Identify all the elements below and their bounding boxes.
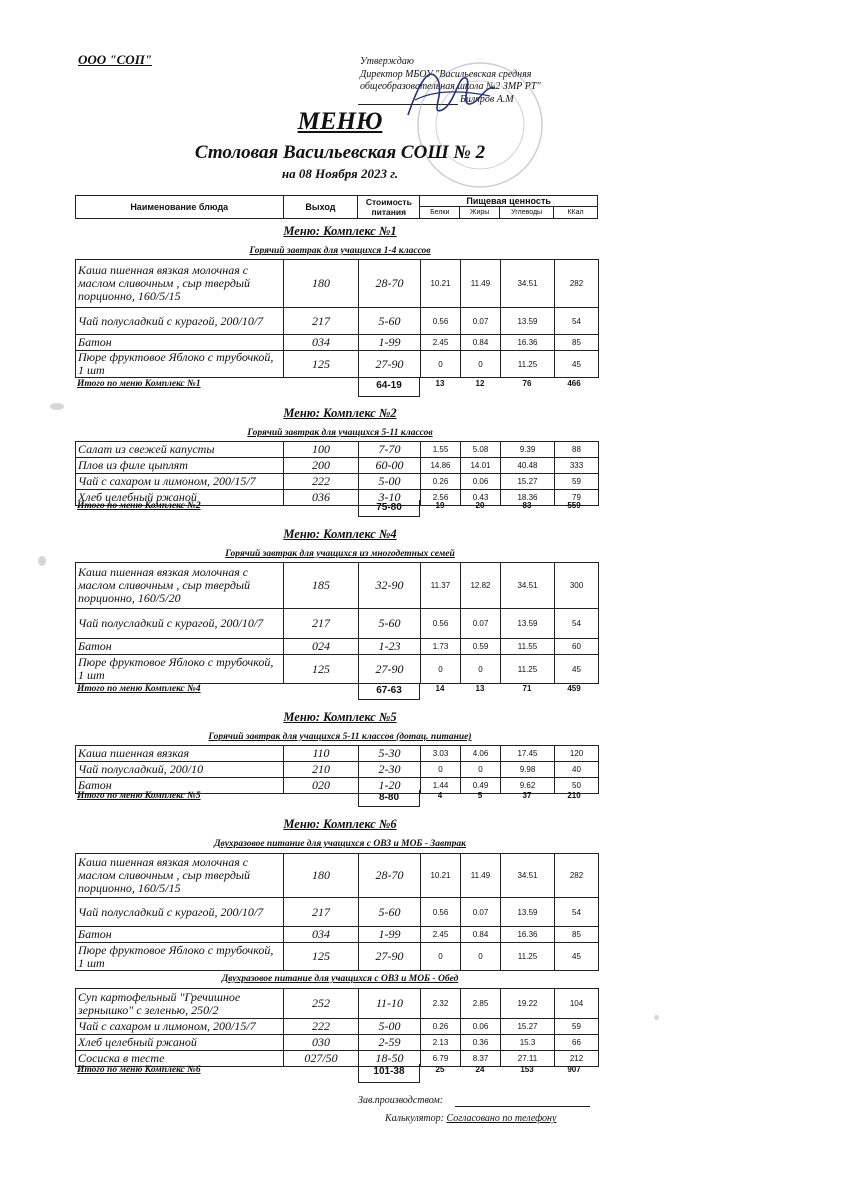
dish-carbs: 9.39 [501,442,555,458]
dish-cost: 5-60 [359,609,421,639]
table-row [76,639,599,655]
dish-kcal: 54 [555,898,599,927]
dish-kcal: 120 [555,746,599,762]
dish-proteins: 0.26 [421,1019,461,1035]
dish-carbs: 34.51 [501,854,555,898]
menu-date: на 08 Ноября 2023 г. [281,166,399,181]
dish-carbs: 9.62 [501,778,555,794]
dish-carbs: 13.59 [501,609,555,639]
dish-fats: 12.82 [461,563,501,609]
section-subtitle: Горячий завтрак для учащихся 1-4 классов [249,246,431,256]
dish-proteins: 2.13 [421,1035,461,1051]
total-carbs: 76 [522,379,532,388]
dish-name: Сосиска в тесте [76,1051,284,1067]
dish-name: Пюре фруктовое Яблоко с трубочкой, 1 шт [76,943,284,971]
dish-fats: 0.06 [461,474,501,490]
dish-cost: 2-30 [359,762,421,778]
column-carbs: Углеводы [500,207,554,219]
dish-output: 200 [284,458,359,474]
dish-output: 030 [284,1035,359,1051]
total-proteins: 19 [435,501,445,510]
total-kcal: 907 [567,1065,581,1074]
section-subtitle: Двухразовое питание для учащихся с ОВЗ и МОБ - Обед [221,974,459,984]
dish-kcal: 59 [555,1019,599,1035]
total-fats: 24 [475,1065,485,1074]
dish-name: Плов из филе цыплят [76,458,284,474]
dish-cost: 28-70 [359,260,421,308]
dish-fats: 0.84 [461,335,501,351]
dish-kcal: 54 [555,609,599,639]
dish-proteins: 10.21 [421,854,461,898]
dish-cost: 60-00 [359,458,421,474]
complex-total-row [75,379,598,395]
total-fats: 12 [475,379,485,388]
dish-fats: 0 [461,655,501,684]
dish-fats: 11.49 [461,854,501,898]
table-row [76,927,599,943]
dish-fats: 14.01 [461,458,501,474]
dish-proteins: 11.37 [421,563,461,609]
dish-carbs: 16.36 [501,927,555,943]
dish-proteins: 0.56 [421,609,461,639]
dish-proteins: 0 [421,943,461,971]
dish-kcal: 40 [555,762,599,778]
dish-output: 217 [284,308,359,335]
dish-kcal: 85 [555,335,599,351]
total-label: Итого по меню Комплекс №5 [77,791,201,801]
dish-name: Каша пшенная вязкая [76,746,284,762]
dish-output: 222 [284,1019,359,1035]
dish-name: Батон [76,335,284,351]
dish-name: Чай полусладкий с курагой, 200/10/7 [76,609,284,639]
dish-kcal: 333 [555,458,599,474]
total-cost: 67-63 [358,683,420,700]
dish-carbs: 16.36 [501,335,555,351]
menu-table [75,259,599,378]
dish-output: 027/50 [284,1051,359,1067]
dish-fats: 0 [461,351,501,378]
dish-kcal: 85 [555,927,599,943]
total-label: Итого по меню Комплекс №6 [77,1065,201,1075]
dish-fats: 0.07 [461,308,501,335]
calculator-label: Калькулятор: [385,1113,444,1124]
total-kcal: 559 [567,501,581,510]
table-row [76,609,599,639]
total-fats: 13 [475,684,485,693]
complex-total-row [75,791,598,807]
approval-line: общеобразовательная школа №2 ЗМР РТ" [360,81,541,92]
dish-fats: 0.06 [461,1019,501,1035]
dish-kcal: 50 [555,778,599,794]
dish-name: Хлеб целебный ржаной [76,1035,284,1051]
dish-fats: 5.08 [461,442,501,458]
dish-output: 210 [284,762,359,778]
dish-output: 034 [284,927,359,943]
dish-name: Чай полусладкий с курагой, 200/10/7 [76,898,284,927]
table-row [76,854,599,898]
total-kcal: 459 [567,684,581,693]
page-title: МЕНЮ [297,108,383,135]
dish-cost: 18-50 [359,1051,421,1067]
dish-carbs: 34.51 [501,260,555,308]
dish-output: 125 [284,655,359,684]
menu-table [75,745,599,794]
table-row [76,458,599,474]
dish-fats: 0.84 [461,927,501,943]
dish-fats: 0.36 [461,1035,501,1051]
dish-cost: 5-60 [359,898,421,927]
dish-cost: 5-00 [359,474,421,490]
dish-cost: 5-30 [359,746,421,762]
dish-fats: 0.49 [461,778,501,794]
total-carbs: 37 [522,791,532,800]
dish-output: 024 [284,639,359,655]
dish-name: Чай полусладкий с курагой, 200/10/7 [76,308,284,335]
dish-kcal: 66 [555,1035,599,1051]
dish-cost: 27-90 [359,943,421,971]
dish-proteins: 0.56 [421,308,461,335]
complex-title: Меню: Комплекс №1 [283,224,397,238]
dish-output: 036 [284,490,359,506]
dish-cost: 28-70 [359,854,421,898]
column-proteins: Белки [420,207,460,219]
dish-kcal: 54 [555,308,599,335]
dish-proteins: 0 [421,762,461,778]
total-cost: 8-80 [358,790,420,807]
dish-fats: 0.43 [461,490,501,506]
dish-proteins: 2.45 [421,927,461,943]
dish-cost: 1-99 [359,927,421,943]
total-fats: 20 [475,501,485,510]
dish-cost: 1-23 [359,639,421,655]
dish-carbs: 15.27 [501,1019,555,1035]
table-row [76,1035,599,1051]
table-row [76,563,599,609]
table-row [76,1019,599,1035]
dish-proteins: 3.03 [421,746,461,762]
dish-output: 110 [284,746,359,762]
dish-proteins: 0 [421,655,461,684]
total-carbs: 71 [522,684,532,693]
dish-name: Чай с сахаром и лимоном, 200/15/7 [76,1019,284,1035]
dish-name: Пюре фруктовое Яблоко с трубочкой, 1 шт [76,655,284,684]
menu-table [75,441,599,506]
dish-output: 185 [284,563,359,609]
section-subtitle: Двухразовое питание для учащихся с ОВЗ и МОБ - Завтрак [214,839,466,849]
scan-smudge [654,1015,659,1020]
table-row [76,335,599,351]
dish-name: Суп картофельный "Гречишное зернышко" с зеленью, 250/2 [76,989,284,1019]
dish-name: Хлеб целебный ржаной [76,490,284,506]
dish-output: 180 [284,854,359,898]
dish-proteins: 1.55 [421,442,461,458]
dish-kcal: 282 [555,260,599,308]
dish-output: 222 [284,474,359,490]
total-proteins: 14 [435,684,445,693]
dish-output: 034 [284,335,359,351]
dish-cost: 32-90 [359,563,421,609]
table-row [76,989,599,1019]
dish-carbs: 13.59 [501,308,555,335]
dish-cost: 5-00 [359,1019,421,1035]
dish-proteins: 0.56 [421,898,461,927]
complex-title: Меню: Комплекс №2 [283,406,397,420]
calculator-line [385,1113,556,1124]
dish-cost: 1-20 [359,778,421,794]
dish-proteins: 6.79 [421,1051,461,1067]
dish-fats: 0.07 [461,898,501,927]
dish-name: Батон [76,778,284,794]
section-subtitle: Горячий завтрак для учащихся 5-11 классов [247,428,433,438]
dish-output: 180 [284,260,359,308]
total-carbs: 153 [520,1065,534,1074]
dish-name: Пюре фруктовое Яблоко с трубочкой, 1 шт [76,351,284,378]
total-proteins: 25 [435,1065,445,1074]
total-label: Итого по меню Комплекс №2 [77,501,201,511]
dish-output: 100 [284,442,359,458]
dish-carbs: 11.25 [501,351,555,378]
organization-name: ООО "СОП" [78,52,153,67]
complex-total-row [75,684,598,700]
dish-carbs: 13.59 [501,898,555,927]
dish-kcal: 104 [555,989,599,1019]
dish-proteins: 1.44 [421,778,461,794]
table-row [76,746,599,762]
total-cost: 101-38 [358,1064,420,1083]
complex-title: Меню: Комплекс №4 [283,527,397,541]
dish-kcal: 79 [555,490,599,506]
dish-carbs: 40.48 [501,458,555,474]
dish-name: Батон [76,639,284,655]
dish-carbs: 15.27 [501,474,555,490]
dish-output: 020 [284,778,359,794]
column-cost: Стоимость питания [358,196,420,219]
dish-cost: 27-90 [359,351,421,378]
director-name: Биляров А.М [460,93,514,105]
dish-fats: 0.07 [461,609,501,639]
dish-carbs: 9.98 [501,762,555,778]
dish-proteins: 2.45 [421,335,461,351]
column-nutrition: Пищевая ценность [420,196,598,207]
dish-output: 125 [284,943,359,971]
complex-title: Меню: Комплекс №6 [283,817,397,831]
dish-cost: 11-10 [359,989,421,1019]
complex-total-row [75,501,598,517]
table-row [76,308,599,335]
dish-fats: 2.85 [461,989,501,1019]
total-kcal: 466 [567,379,581,388]
scan-smudge [38,556,46,566]
complex-title: Меню: Комплекс №5 [283,710,397,724]
total-proteins: 4 [437,791,443,800]
dish-carbs: 17.45 [501,746,555,762]
total-cost: 75-80 [358,500,420,517]
dish-carbs: 11.25 [501,943,555,971]
dish-proteins: 1.73 [421,639,461,655]
table-row [76,655,599,684]
dish-kcal: 45 [555,351,599,378]
total-carbs: 83 [522,501,532,510]
dish-name: Чай с сахаром и лимоном, 200/15/7 [76,474,284,490]
table-row [76,351,599,378]
dish-name: Батон [76,927,284,943]
production-manager-label: Зав.производством: [358,1095,444,1106]
dish-kcal: 88 [555,442,599,458]
dish-fats: 0 [461,943,501,971]
dish-carbs: 18.36 [501,490,555,506]
table-row [76,898,599,927]
menu-table [75,853,599,971]
table-row [76,474,599,490]
total-cost: 64-19 [358,378,420,397]
dish-fats: 11.49 [461,260,501,308]
column-output: Выход [283,196,358,219]
dish-cost: 3-10 [359,490,421,506]
column-kcal: ККал [554,207,598,219]
dish-carbs: 27.11 [501,1051,555,1067]
dish-kcal: 45 [555,943,599,971]
dish-proteins: 0 [421,351,461,378]
dish-output: 217 [284,609,359,639]
dish-kcal: 300 [555,563,599,609]
scan-smudge [50,403,64,410]
total-label: Итого по меню Комплекс №1 [77,379,201,389]
dish-carbs: 15.3 [501,1035,555,1051]
dish-fats: 0.59 [461,639,501,655]
dish-kcal: 212 [555,1051,599,1067]
total-kcal: 210 [567,791,581,800]
dish-fats: 0 [461,762,501,778]
dish-name: Каша пшенная вязкая молочная с маслом сливочным , сыр твердый порционно, 160/5/15 [76,854,284,898]
dish-name: Каша пшенная вязкая молочная с маслом сливочным , сыр твердый порционно, 160/5/15 [76,260,284,308]
dish-kcal: 45 [555,655,599,684]
dish-kcal: 59 [555,474,599,490]
page-subtitle: Столовая Васильевская СОШ № 2 [194,142,486,163]
dish-output: 217 [284,898,359,927]
table-row [76,762,599,778]
dish-name: Чай полусладкий, 200/10 [76,762,284,778]
table-row [76,442,599,458]
column-header-table [75,195,598,219]
section-subtitle: Горячий завтрак для учащихся 5-11 классов (дотац. питание) [208,732,472,742]
total-label: Итого по меню Комплекс №4 [77,684,201,694]
dish-output: 252 [284,989,359,1019]
total-fats: 5 [477,791,483,800]
dish-proteins: 2.32 [421,989,461,1019]
dish-kcal: 60 [555,639,599,655]
dish-proteins: 10.21 [421,260,461,308]
dish-proteins: 14.86 [421,458,461,474]
table-row [76,260,599,308]
dish-cost: 1-99 [359,335,421,351]
column-name: Наименование блюда [76,196,284,219]
dish-cost: 27-90 [359,655,421,684]
column-fats: Жиры [460,207,500,219]
dish-carbs: 11.55 [501,639,555,655]
dish-cost: 2-59 [359,1035,421,1051]
dish-fats: 4.06 [461,746,501,762]
total-proteins: 13 [435,379,445,388]
approval-line: Утверждаю [360,56,414,67]
dish-proteins: 2.56 [421,490,461,506]
dish-carbs: 11.25 [501,655,555,684]
dish-cost: 7-70 [359,442,421,458]
dish-output: 125 [284,351,359,378]
dish-kcal: 282 [555,854,599,898]
dish-cost: 5-60 [359,308,421,335]
signature-line [455,1106,590,1107]
dish-fats: 8.37 [461,1051,501,1067]
table-row [76,943,599,971]
menu-table [75,562,599,684]
dish-name: Салат из свежей капусты [76,442,284,458]
agreed-by-phone: Согласовано по телефону [446,1113,557,1124]
dish-name: Каша пшенная вязкая молочная с маслом сливочным , сыр твердый порционно, 160/5/20 [76,563,284,609]
section-subtitle: Горячий завтрак для учащихся из многодетных семей [225,549,455,559]
menu-table [75,988,599,1067]
dish-carbs: 34.51 [501,563,555,609]
dish-proteins: 0.26 [421,474,461,490]
dish-carbs: 19.22 [501,989,555,1019]
approval-line: Директор МБОУ "Васильевская средняя [360,68,532,80]
complex-total-row [75,1065,598,1081]
